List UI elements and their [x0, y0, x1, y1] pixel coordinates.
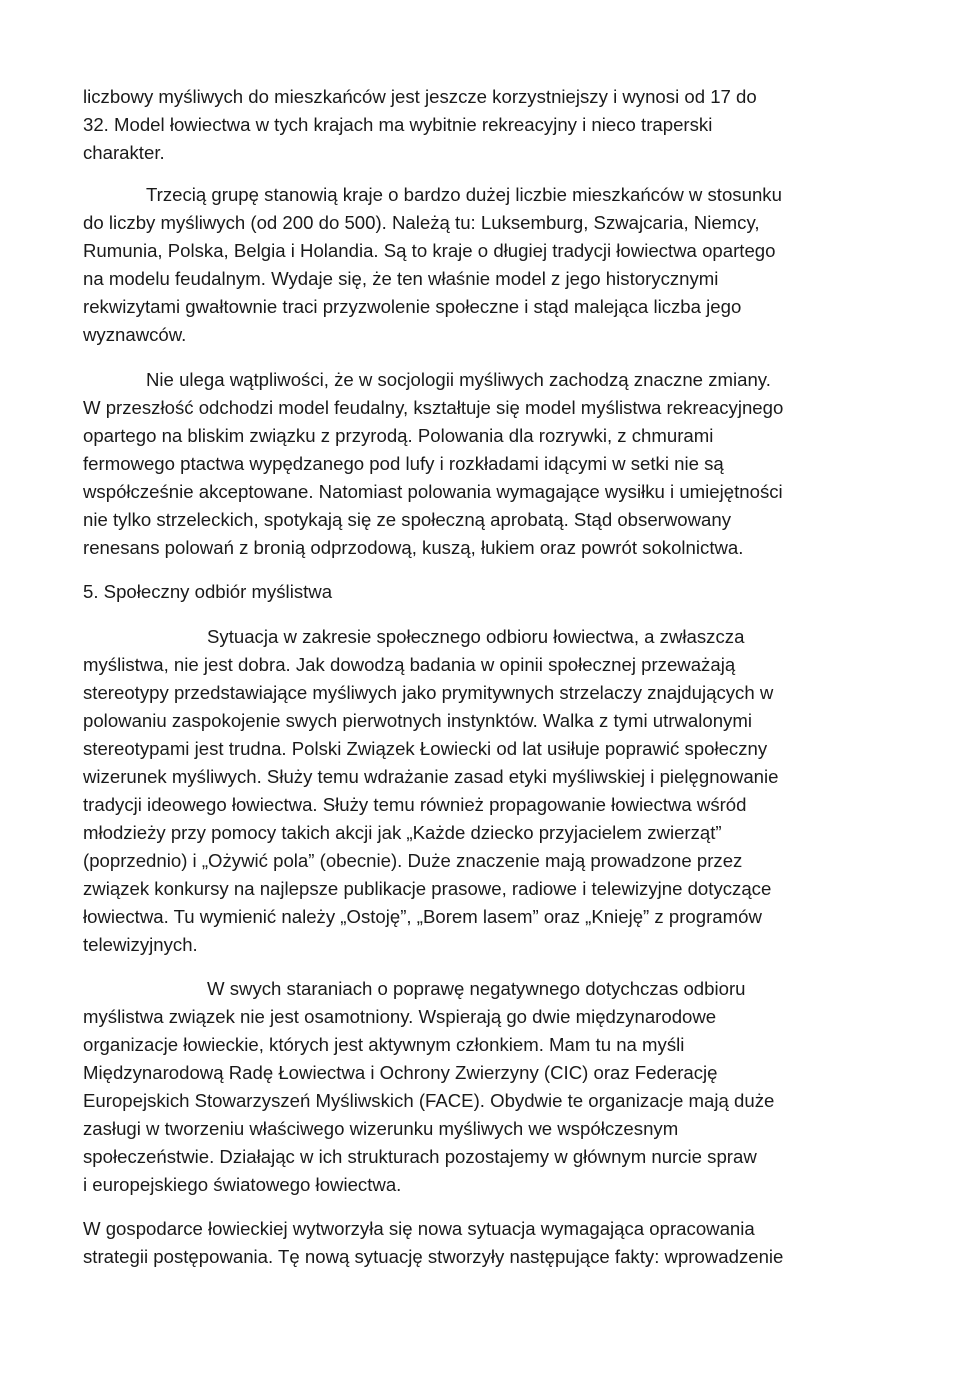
p2-line-4: na modelu feudalnym. Wydaje się, że ten właśnie model z jego historycznymi: [83, 268, 719, 289]
p3-line-5: współcześnie akceptowane. Natomiast polowania wymagające wysiłku i umiejętności: [83, 481, 783, 502]
p5-line-6: zasługi w tworzeniu właściwego wizerunku myśliwych we współczesnym: [83, 1118, 679, 1139]
p4-line-6: wizerunek myśliwych. Służy temu wdrażanie zasad etyki myśliwskiej i pielęgnowanie: [83, 766, 779, 787]
p6-line-1: W gospodarce łowieckiej wytworzyła się nowa sytuacja wymagająca opracowania: [83, 1218, 755, 1239]
p4-line-7: tradycji ideowego łowiectwa. Służy temu również propagowanie łowiectwa wśród: [83, 794, 747, 815]
p5-line-8: i europejskiego światowego łowiectwa.: [83, 1174, 402, 1195]
p6-line-2: strategii postępowania. Tę nową sytuację stworzyły następujące fakty: wprowadzenie: [83, 1246, 784, 1267]
p4-line-11: łowiectwa. Tu wymienić należy „Ostoję”, „Borem lasem” oraz „Knieję” z programów: [83, 906, 762, 927]
p3-line-4: fermowego ptactwa wypędzanego pod lufy i rozkładami idącymi w setki nie są: [83, 453, 724, 474]
p4-line-1: Sytuacja w zakresie społecznego odbioru łowiectwa, a zwłaszcza: [207, 626, 745, 647]
p3-line-2: W przeszłość odchodzi model feudalny, kształtuje się model myślistwa rekreacyjnego: [83, 397, 784, 418]
p1-line-2: 32. Model łowiectwa w tych krajach ma wybitnie rekreacyjny i nieco traperski: [83, 114, 713, 135]
p4-line-4: polowaniu zaspokojenie swych pierwotnych instynktów. Walka z tymi utrwalonymi: [83, 710, 752, 731]
p5-line-5: Europejskich Stowarzyszeń Myśliwskich (FACE). Obydwie te organizacje mają duże: [83, 1090, 775, 1111]
p2-line-2: do liczby myśliwych (od 200 do 500). Należą tu: Luksemburg, Szwajcaria, Niemcy,: [83, 212, 760, 233]
p1-line-1: liczbowy myśliwych do mieszkańców jest jeszcze korzystniejszy i wynosi od 17 do: [83, 86, 757, 107]
p2-line-6: wyznawców.: [83, 324, 187, 345]
p5-line-4: Międzynarodową Radę Łowiectwa i Ochrony Zwierzyny (CIC) oraz Federację: [83, 1062, 718, 1083]
p3-line-6: nie tylko strzeleckich, spotykają się ze społeczną aprobatą. Stąd obserwowany: [83, 509, 732, 530]
p3-line-7: renesans polowań z bronią odprzodową, kuszą, łukiem oraz powrót sokolnictwa.: [83, 537, 744, 558]
p4-line-5: stereotypami jest trudna. Polski Związek Łowiecki od lat usiłuje poprawić społeczny: [83, 738, 768, 759]
p1-line-3: charakter.: [83, 142, 165, 163]
p5-line-2: myślistwa związek nie jest osamotniony. Wspierają go dwie międzynarodowe: [83, 1006, 717, 1027]
p4-line-8: młodzieży przy pomocy takich akcji jak „Każde dziecko przyjacielem zwierząt”: [83, 822, 722, 843]
p5-line-1: W swych staraniach o poprawę negatywnego dotychczas odbioru: [207, 978, 746, 999]
p4-line-12: telewizyjnych.: [83, 934, 198, 955]
p4-line-3: stereotypy przedstawiające myśliwych jako prymitywnych strzelaczy znajdujących w: [83, 682, 774, 703]
p4-line-10: związek konkursy na najlepsze publikacje prasowe, radiowe i telewizyjne dotyczące: [83, 878, 772, 899]
p5-line-3: organizacje łowieckie, których jest aktywnym członkiem. Mam tu na myśli: [83, 1034, 685, 1055]
p3-line-3: opartego na bliskim związku z przyrodą. Polowania dla rozrywki, z chmurami: [83, 425, 714, 446]
p3-line-1: Nie ulega wątpliwości, że w socjologii myśliwych zachodzą znaczne zmiany.: [146, 369, 771, 390]
section-heading: 5. Społeczny odbiór myślistwa: [83, 581, 333, 602]
p2-line-1: Trzecią grupę stanowią kraje o bardzo dużej liczbie mieszkańców w stosunku: [146, 184, 782, 205]
p4-line-9: (poprzednio) i „Ożywić pola” (obecnie). Duże znaczenie mają prowadzone przez: [83, 850, 743, 871]
p2-line-5: rekwizytami gwałtownie traci przyzwolenie społeczne i stąd malejąca liczba jego: [83, 296, 742, 317]
p5-line-7: społeczeństwie. Działając w ich strukturach pozostajemy w głównym nurcie spraw: [83, 1146, 757, 1167]
p4-line-2: myślistwa, nie jest dobra. Jak dowodzą badania w opinii społecznej przeważają: [83, 654, 736, 675]
p2-line-3: Rumunia, Polska, Belgia i Holandia. Są to kraje o długiej tradycji łowiectwa opartego: [83, 240, 776, 261]
